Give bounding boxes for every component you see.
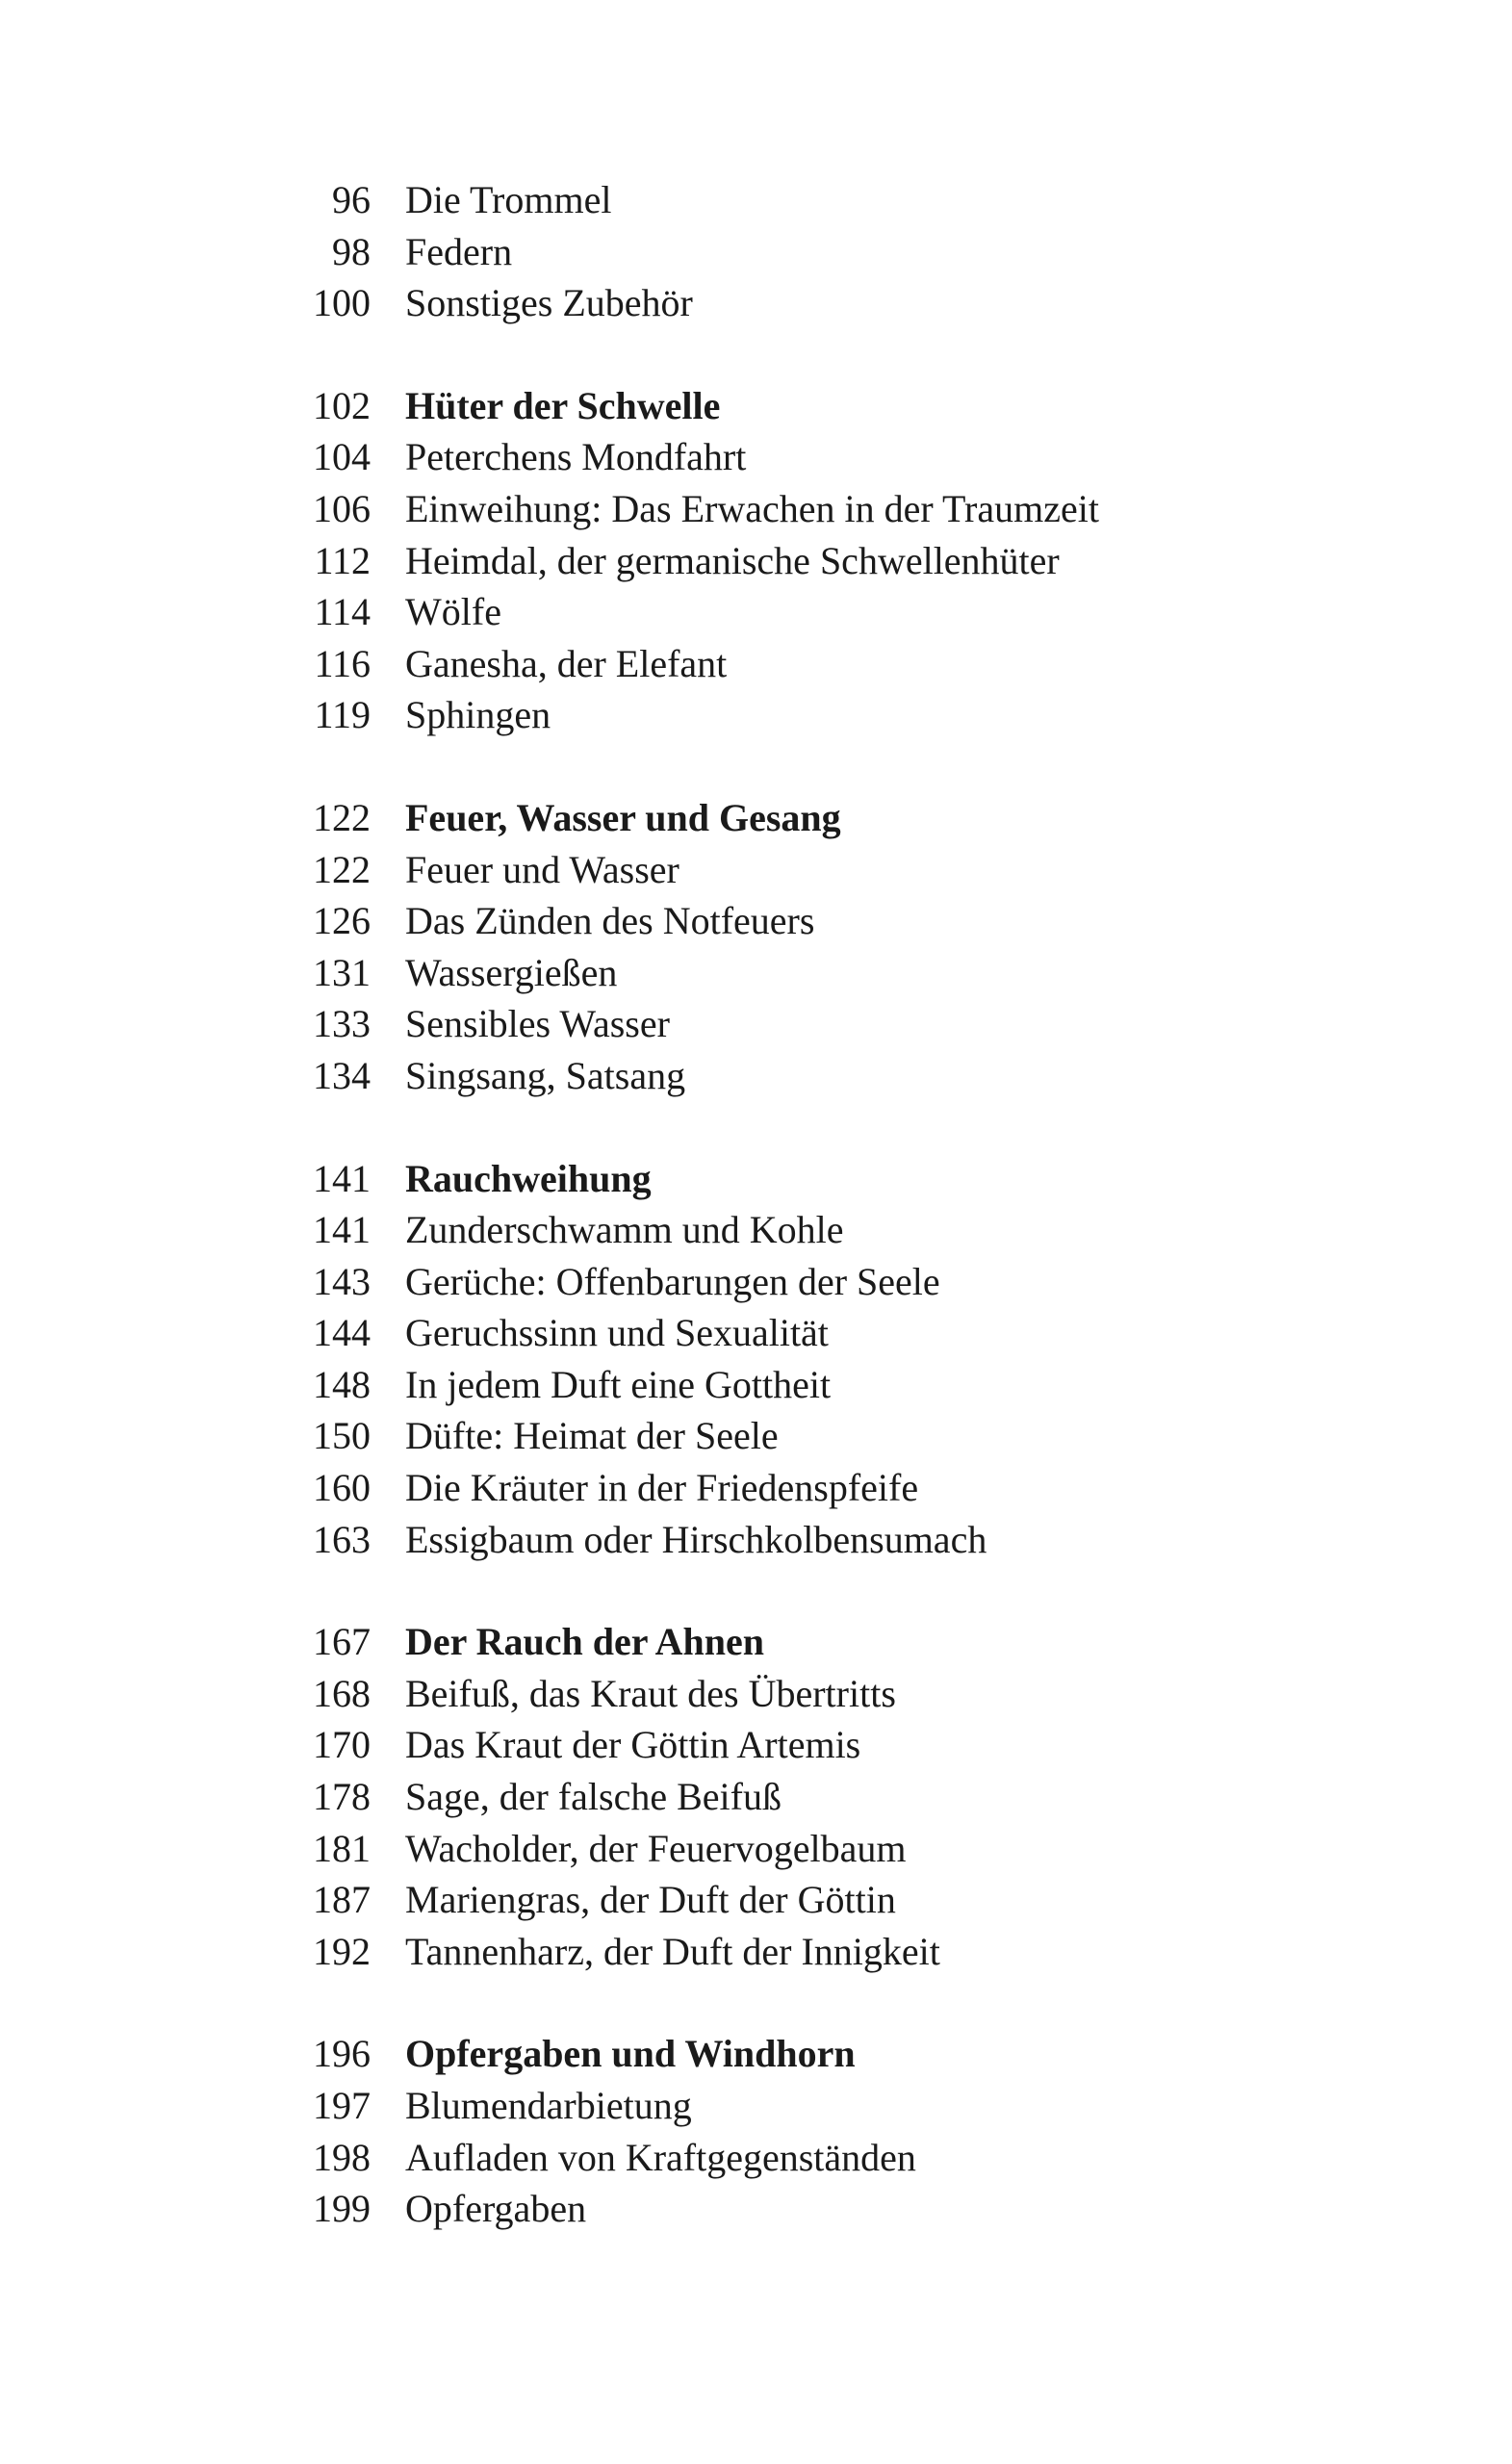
toc-section bbox=[0, 174, 1512, 329]
entry-title: Sensibles Wasser bbox=[405, 1002, 670, 1046]
chapter-title: Rauchweihung bbox=[405, 1156, 652, 1200]
toc-entry bbox=[0, 535, 1512, 587]
entry-title: Mariengras, der Duft der Göttin bbox=[405, 1878, 896, 1922]
toc-entry bbox=[0, 1926, 1512, 1978]
toc-entry bbox=[0, 2080, 1512, 2132]
entry-title: Opfergaben bbox=[405, 2187, 587, 2231]
toc-chapter-heading bbox=[0, 380, 1512, 432]
toc-entry bbox=[0, 638, 1512, 690]
toc-entry bbox=[0, 1719, 1512, 1771]
page-number: 144 bbox=[313, 1311, 371, 1355]
page-number: 168 bbox=[313, 1671, 371, 1715]
page-number: 104 bbox=[313, 435, 371, 479]
page-number: 116 bbox=[314, 641, 371, 685]
entry-title: In jedem Duft eine Gottheit bbox=[405, 1362, 832, 1406]
page-number: 170 bbox=[313, 1723, 371, 1767]
page-number: 178 bbox=[313, 1775, 371, 1819]
toc-entry bbox=[0, 689, 1512, 741]
entry-title: Die Trommel bbox=[405, 178, 612, 221]
toc-entry bbox=[0, 1050, 1512, 1102]
toc-entry bbox=[0, 2183, 1512, 2235]
entry-title: Zunderschwamm und Kohle bbox=[405, 1208, 844, 1252]
entry-title: Ganesha, der Elefant bbox=[405, 641, 728, 685]
toc-entry bbox=[0, 1410, 1512, 1462]
chapter-title: Hüter der Schwelle bbox=[405, 383, 721, 427]
entry-title: Tannenharz, der Duft der Innigkeit bbox=[405, 1929, 940, 1973]
toc-entry bbox=[0, 1771, 1512, 1823]
page-number: 187 bbox=[313, 1878, 371, 1922]
page-number: 199 bbox=[313, 2187, 371, 2231]
toc-chapter-heading bbox=[0, 2028, 1512, 2080]
entry-title: Federn bbox=[405, 229, 513, 273]
page-number: 196 bbox=[313, 2032, 371, 2076]
entry-title: Wacholder, der Feuervogelbaum bbox=[405, 1826, 907, 1870]
toc-chapter-heading bbox=[0, 792, 1512, 844]
page-number: 150 bbox=[313, 1414, 371, 1458]
toc-entry bbox=[0, 1204, 1512, 1256]
toc-entry bbox=[0, 844, 1512, 896]
page-number: 126 bbox=[313, 899, 371, 943]
toc-entry bbox=[0, 1462, 1512, 1514]
toc-entry bbox=[0, 2132, 1512, 2184]
page-number: 98 bbox=[332, 229, 371, 273]
entry-title: Düfte: Heimat der Seele bbox=[405, 1414, 779, 1458]
page-number: 148 bbox=[313, 1362, 371, 1406]
toc-entry bbox=[0, 1874, 1512, 1926]
entry-title: Sonstiges Zubehör bbox=[405, 281, 693, 325]
toc-entry bbox=[0, 226, 1512, 278]
entry-title: Blumendarbietung bbox=[405, 2084, 692, 2127]
page-number: 160 bbox=[313, 1466, 371, 1510]
chapter-title: Der Rauch der Ahnen bbox=[405, 1620, 765, 1664]
toc-section bbox=[0, 2028, 1512, 2234]
chapter-title: Opfergaben und Windhorn bbox=[405, 2032, 856, 2076]
toc-entry bbox=[0, 1256, 1512, 1308]
entry-title: Einweihung: Das Erwachen in der Traumzeit bbox=[405, 486, 1099, 530]
toc-entry bbox=[0, 1307, 1512, 1359]
entry-title: Aufladen von Kraftgegenständen bbox=[405, 2135, 916, 2179]
page-number: 122 bbox=[313, 847, 371, 891]
toc-section bbox=[0, 792, 1512, 1102]
toc-entry bbox=[0, 277, 1512, 329]
entry-title: Das Kraut der Göttin Artemis bbox=[405, 1723, 861, 1767]
toc-entry bbox=[0, 483, 1512, 535]
toc-entry bbox=[0, 586, 1512, 638]
entry-title: Sage, der falsche Beifuß bbox=[405, 1775, 782, 1819]
entry-title: Feuer und Wasser bbox=[405, 847, 679, 891]
toc-section bbox=[0, 1153, 1512, 1566]
page-number: 119 bbox=[314, 693, 371, 737]
page-number: 198 bbox=[313, 2135, 371, 2179]
entry-title: Die Kräuter in der Friedenspfeife bbox=[405, 1466, 919, 1510]
page-number: 143 bbox=[313, 1259, 371, 1303]
page-number: 133 bbox=[313, 1002, 371, 1046]
toc-entry bbox=[0, 895, 1512, 947]
toc-entry bbox=[0, 174, 1512, 226]
page-number: 192 bbox=[313, 1929, 371, 1973]
page-number: 100 bbox=[313, 281, 371, 325]
page-number: 122 bbox=[313, 795, 371, 839]
toc-entry bbox=[0, 998, 1512, 1050]
toc-entry bbox=[0, 947, 1512, 999]
entry-title: Peterchens Mondfahrt bbox=[405, 435, 747, 479]
entry-title: Essigbaum oder Hirschkolbensumach bbox=[405, 1517, 987, 1561]
toc-entry bbox=[0, 1514, 1512, 1566]
entry-title: Heimdal, der germanische Schwellenhüter bbox=[405, 538, 1060, 582]
page-number: 141 bbox=[313, 1208, 371, 1252]
page-number: 141 bbox=[313, 1156, 371, 1200]
page-number: 167 bbox=[313, 1620, 371, 1664]
page-number: 134 bbox=[313, 1053, 371, 1097]
page-number: 131 bbox=[313, 950, 371, 994]
page-number: 181 bbox=[313, 1826, 371, 1870]
entry-title: Gerüche: Offenbarungen der Seele bbox=[405, 1259, 940, 1303]
chapter-title: Feuer, Wasser und Gesang bbox=[405, 795, 841, 839]
toc-entry bbox=[0, 1823, 1512, 1875]
toc-section bbox=[0, 1616, 1512, 1977]
page-number: 163 bbox=[313, 1517, 371, 1561]
entry-title: Das Zünden des Notfeuers bbox=[405, 899, 815, 943]
entry-title: Sphingen bbox=[405, 693, 551, 737]
entry-title: Singsang, Satsang bbox=[405, 1053, 686, 1097]
toc-entry bbox=[0, 431, 1512, 483]
page-number: 114 bbox=[314, 590, 371, 634]
toc-chapter-heading bbox=[0, 1153, 1512, 1205]
table-of-contents bbox=[0, 174, 1512, 2286]
toc-entry bbox=[0, 1359, 1512, 1411]
page-number: 106 bbox=[313, 486, 371, 530]
toc-section bbox=[0, 380, 1512, 741]
toc-entry bbox=[0, 1668, 1512, 1720]
page-number: 112 bbox=[314, 538, 371, 582]
entry-title: Wölfe bbox=[405, 590, 501, 634]
entry-title: Geruchssinn und Sexualität bbox=[405, 1311, 829, 1355]
page-number: 96 bbox=[332, 178, 371, 221]
page-number: 102 bbox=[313, 383, 371, 427]
toc-chapter-heading bbox=[0, 1616, 1512, 1668]
page-number: 197 bbox=[313, 2084, 371, 2127]
entry-title: Wassergießen bbox=[405, 950, 618, 994]
entry-title: Beifuß, das Kraut des Übertritts bbox=[405, 1671, 896, 1715]
